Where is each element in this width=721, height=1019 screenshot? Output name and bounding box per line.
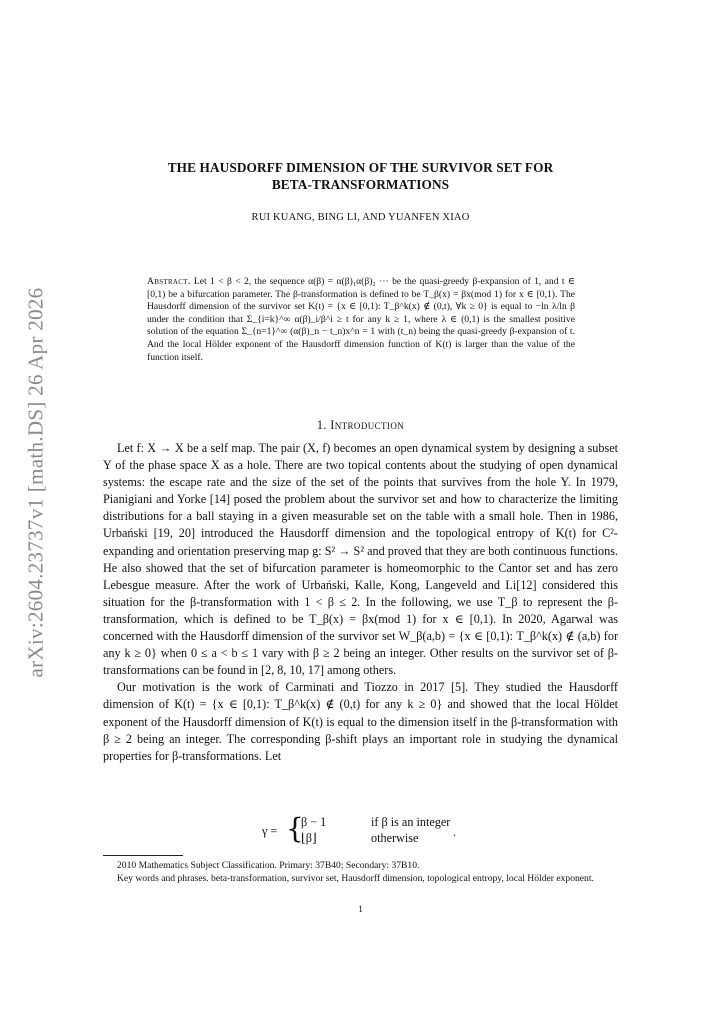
gamma-lhs: γ = (262, 824, 278, 838)
gamma-case-1 (301, 815, 451, 830)
section-heading: 1. Introduction (316, 418, 405, 432)
footnote-rule (103, 855, 183, 856)
abstract-label: Abstract. (147, 276, 191, 287)
intro-paragraph-1: Let f: X → X be a self map. The pair (X, f) becomes an open dynamical system by designing a subset Y of the phase space X as a hole. There are two topical contents about the studying of open dynamical systems: the escape rate and the size of the set of the points that survives from the hole Y. In 1979, Pianigiani and Yorke [14] posed the problem about the survivor set and how to characterize the limiting distributions for a ball staying in a given measurable set on the table with a small hole. Then in 1986, Urbański [19, 20] introduced the Hausdorff dimension and the topological entropy of K(t) for C²-expanding and orientation preserving map g: S² → S² and proved that they are both continuous functions. He also showed that the set of bifurcation parameter is homeomorphic to the Cantor set and has zero Lebesgue measure. After the work of Urbański, Kalle, Kong, Langeveld and Li[12] considered this situation for the β-transformation with 1 < β ≤ 2. In the following, we use T_β to represent the β-transformation, which is defined to be T_β(x) = βx(mod 1) for x ∈ [0,1). In 2020, Agarwal was concerned with the Hausdorff dimension of the survivor set W_β(a,b) = {x ∈ [0,1): T_β^k(x) ∉ (a,b) for any k ≥ 0} when 0 ≤ a < b ≤ 1 vary with β ≥ 2 being an integer. Other results on the survivor set of β-transformations can be found in [2, 8, 10, 17] among others. (103, 441, 618, 678)
title-line-1: THE HAUSDORFF DIMENSION OF THE SURVIVOR SET FOR (167, 160, 554, 175)
introduction-body (103, 440, 618, 765)
gamma-period: . (453, 825, 457, 839)
arxiv-identifier-stamp (16, 285, 56, 680)
footnotes (103, 860, 618, 885)
footnote-keywords: Key words and phrases. beta-transformation, survivor set, Hausdorff dimension, topological entropy, local Hölder exponent. (117, 872, 594, 884)
gamma-case-2-value: ⌊β⌋ (301, 831, 317, 845)
abstract-text: Let 1 < β < 2, the sequence α(β) = α(β)₁α(β)₂ ··· be the quasi-greedy β-expansion of 1, and t ∈ [0,1) be a bifurcation parameter. The β-transformation is defined to be T_β(x) = βx(mod 1) for x ∈ [0,1). The Hausdorff dimension of the survivor set K(t) = {x ∈ [0,1): T_β^k(x) ∉ (0,t), ∀k ≥ 0} is equal to −ln λ/ln β under the condition that Σ_{i=k}^∞ α(β)_i/β^i ≥ t for any k ≥ 1, where λ ∈ (0,1) is the smallest positive solution of the equation Σ_{n=1}^∞ (α(β)_n − t_n)x^n = 1 with (t_n) being the quasi-greedy β-expansion of t. And the local Hölder exponent of the Hausdorff dimension function of K(t) is larger than the value of the function itself. (147, 276, 575, 363)
intro-paragraph-2: Our motivation is the work of Carminati and Tiozzo in 2017 [5]. They studied the Hausdorff dimension of K(t) = {x ∈ [0,1): T_β^k(x) ∉ (0,t) for any k ≥ 0} and showed that the local Höldet exponent of the Hausdorff dimension of K(t) is equal to the dimension itself in the β-transformation with β ≥ 2 being an integer. The corresponding β-shift plays an important role in studying the dynamical properties for β-transformations. Let (103, 680, 618, 763)
page-number: 1 (358, 904, 363, 915)
gamma-case-1-value: β − 1 (301, 815, 327, 829)
gamma-definition-equation (262, 812, 482, 850)
footnote-msc: 2010 Mathematics Subject Classification. Primary: 37B40; Secondary: 37B10. (117, 860, 420, 871)
paper-title (103, 159, 618, 193)
abstract (147, 276, 575, 364)
title-line-2: BETA-TRANSFORMATIONS (271, 177, 450, 192)
gamma-case-2-condition: otherwise (371, 831, 419, 845)
gamma-case-1-condition: if β is an integer (371, 815, 451, 829)
arxiv-identifier: arXiv:2604.23737v1 [math.DS] 26 Apr 2026 (23, 287, 48, 678)
left-brace-glyph: { (286, 812, 304, 845)
paper-authors: RUI KUANG, BING LI, AND YUANFEN XIAO (251, 212, 470, 223)
gamma-case-2 (301, 831, 419, 846)
